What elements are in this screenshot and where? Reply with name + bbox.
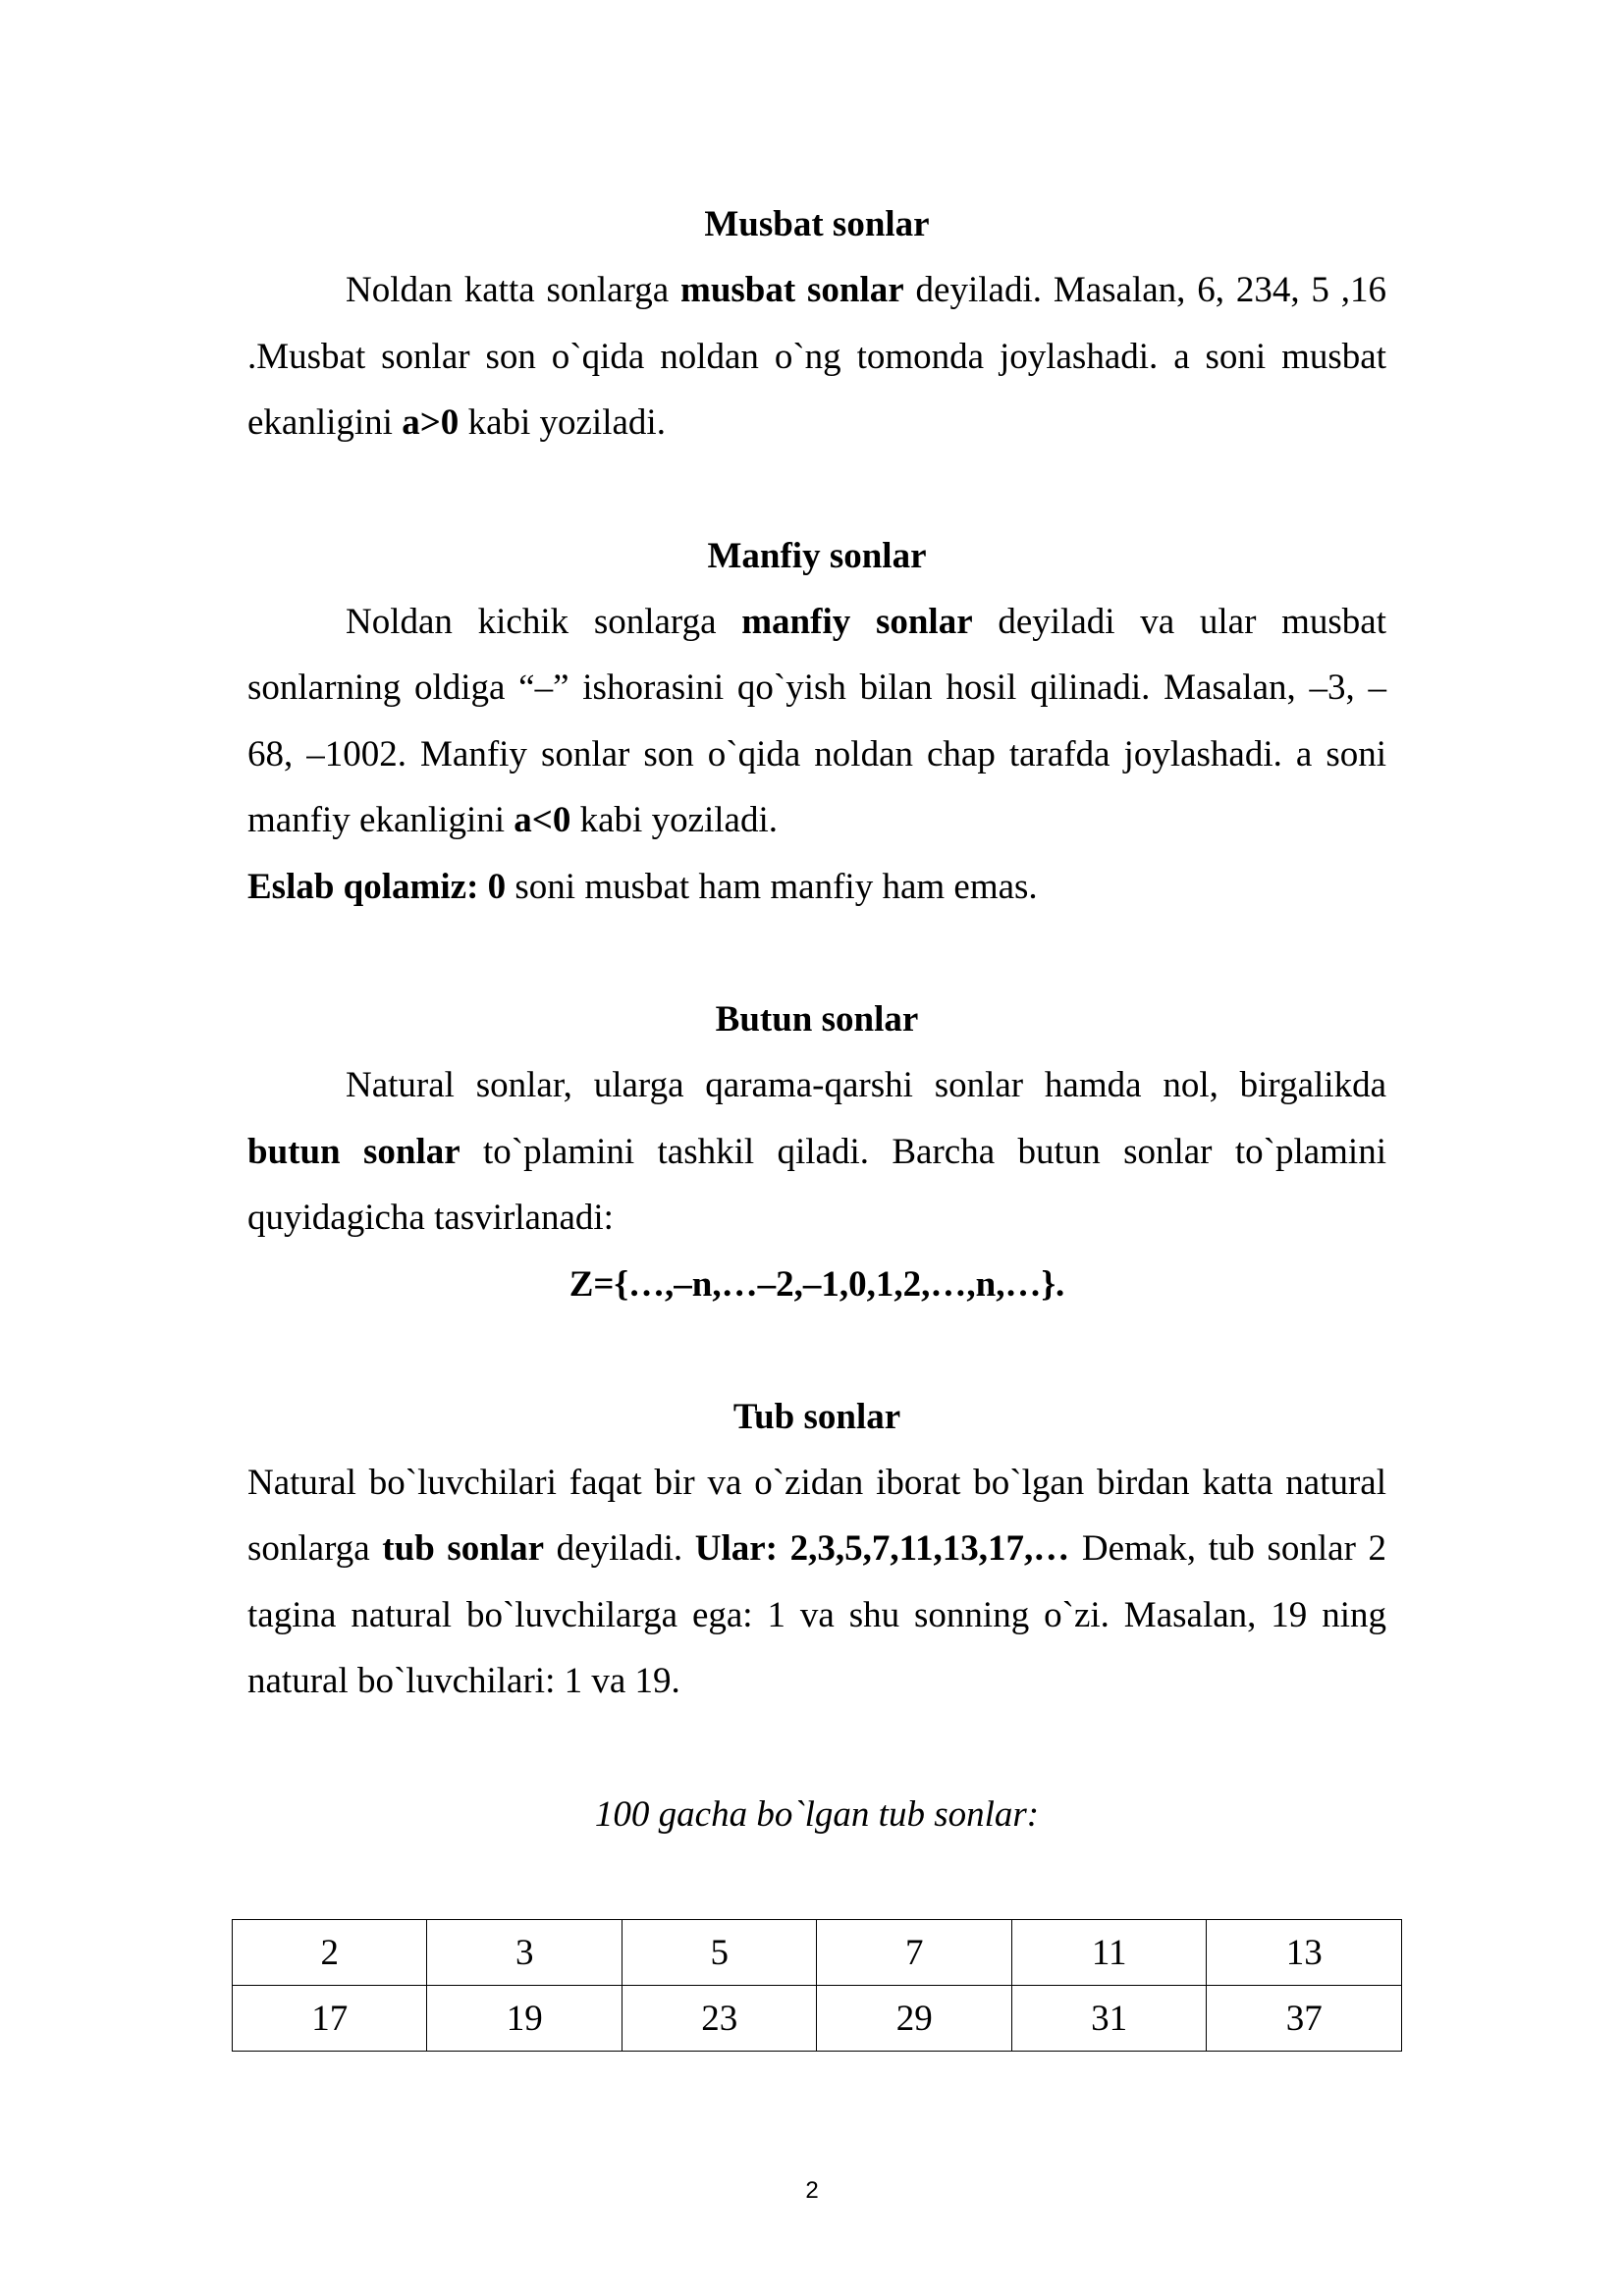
table-cell: 31 bbox=[1011, 1986, 1206, 2052]
note-label: Eslab qolamiz: 0 bbox=[247, 866, 507, 907]
table-cell: 2 bbox=[233, 1920, 427, 1986]
text-run: Noldan kichik sonlarga bbox=[346, 601, 742, 642]
table-cell: 7 bbox=[817, 1920, 1011, 1986]
term-manfiy-sonlar: manfiy sonlar bbox=[741, 601, 973, 642]
table-row bbox=[233, 1920, 1402, 1986]
text-run: kabi yoziladi. bbox=[459, 402, 666, 443]
paragraph-musbat-sonlar bbox=[247, 257, 1386, 456]
primes-table bbox=[232, 1919, 1402, 2052]
inequality-positive: a>0 bbox=[402, 402, 460, 443]
table-cell: 17 bbox=[233, 1986, 427, 2052]
heading-musbat-sonlar: Musbat sonlar bbox=[704, 204, 930, 244]
term-musbat-sonlar: musbat sonlar bbox=[680, 270, 904, 310]
term-butun-sonlar: butun sonlar bbox=[247, 1131, 460, 1172]
note-text: soni musbat ham manfiy ham emas. bbox=[506, 866, 1038, 907]
heading-manfiy-sonlar: Manfiy sonlar bbox=[707, 535, 927, 576]
prime-list-inline: Ular: 2,3,5,7,11,13,17,… bbox=[694, 1528, 1070, 1569]
table-cell: 3 bbox=[427, 1920, 622, 1986]
table-row bbox=[233, 1986, 1402, 2052]
page-number: 2 bbox=[805, 2177, 819, 2204]
text-run: deyiladi. Masalan, 6, 234, 5 ,16 .Musbat sonlar son o`qida noldan o`ng tomonda joylashadi. a soni musbat ekanligini bbox=[247, 270, 1386, 443]
table-cell: 29 bbox=[817, 1986, 1011, 2052]
text-run: deyiladi va ular musbat sonlarning oldiga “–” ishorasini qo`yish bilan hosil qilinadi. Masalan, –3, –68, –1002. Manfiy sonlar son o`qida noldan chap tarafda joylashadi. a soni manfiy ekanligini bbox=[247, 601, 1387, 840]
table-cell: 5 bbox=[622, 1920, 816, 1986]
text-run: deyiladi. bbox=[544, 1528, 695, 1569]
paragraph-manfiy-sonlar bbox=[247, 589, 1386, 854]
text-run: to`plamini tashkil qiladi. Barcha butun sonlar to`plamini quyidagicha tasvirlanadi: bbox=[247, 1131, 1386, 1238]
text-run: Demak, tub sonlar 2 tagina natural bo`luvchilarga ega: 1 va shu sonning o`zi. Masalan, 19 ning natural bo`luvchilari: 1 va 19. bbox=[247, 1528, 1387, 1701]
table-cell: 11 bbox=[1011, 1920, 1206, 1986]
paragraph-tub-sonlar bbox=[247, 1450, 1386, 1715]
text-run: Natural sonlar, ularga qarama-qarshi sonlar hamda nol, birgalikda bbox=[346, 1065, 1386, 1105]
text-run: Noldan katta sonlarga bbox=[346, 270, 680, 310]
table-cell: 23 bbox=[622, 1986, 816, 2052]
table-cell: 37 bbox=[1207, 1986, 1402, 2052]
text-run: kabi yoziladi. bbox=[570, 800, 779, 840]
paragraph-butun-sonlar bbox=[247, 1052, 1386, 1252]
table-cell: 13 bbox=[1207, 1920, 1402, 1986]
note-eslab-qolamiz bbox=[247, 854, 1386, 921]
heading-tub-sonlar: Tub sonlar bbox=[732, 1396, 901, 1437]
term-tub-sonlar: tub sonlar bbox=[382, 1528, 545, 1569]
text-run: Natural bo`luvchilari faqat bir va o`zidan iborat bo`lgan birdan katta natural sonlarga bbox=[247, 1462, 1386, 1569]
table-cell: 19 bbox=[427, 1986, 622, 2052]
heading-butun-sonlar: Butun sonlar bbox=[715, 999, 919, 1040]
integer-set-formula: Z={…,–n,…–2,–1,0,1,2,…,n,…}. bbox=[568, 1263, 1065, 1305]
primes-table-caption: 100 gacha bo`lgan tub sonlar: bbox=[594, 1793, 1040, 1835]
page-content bbox=[247, 191, 1386, 1847]
inequality-negative: a<0 bbox=[514, 800, 571, 840]
